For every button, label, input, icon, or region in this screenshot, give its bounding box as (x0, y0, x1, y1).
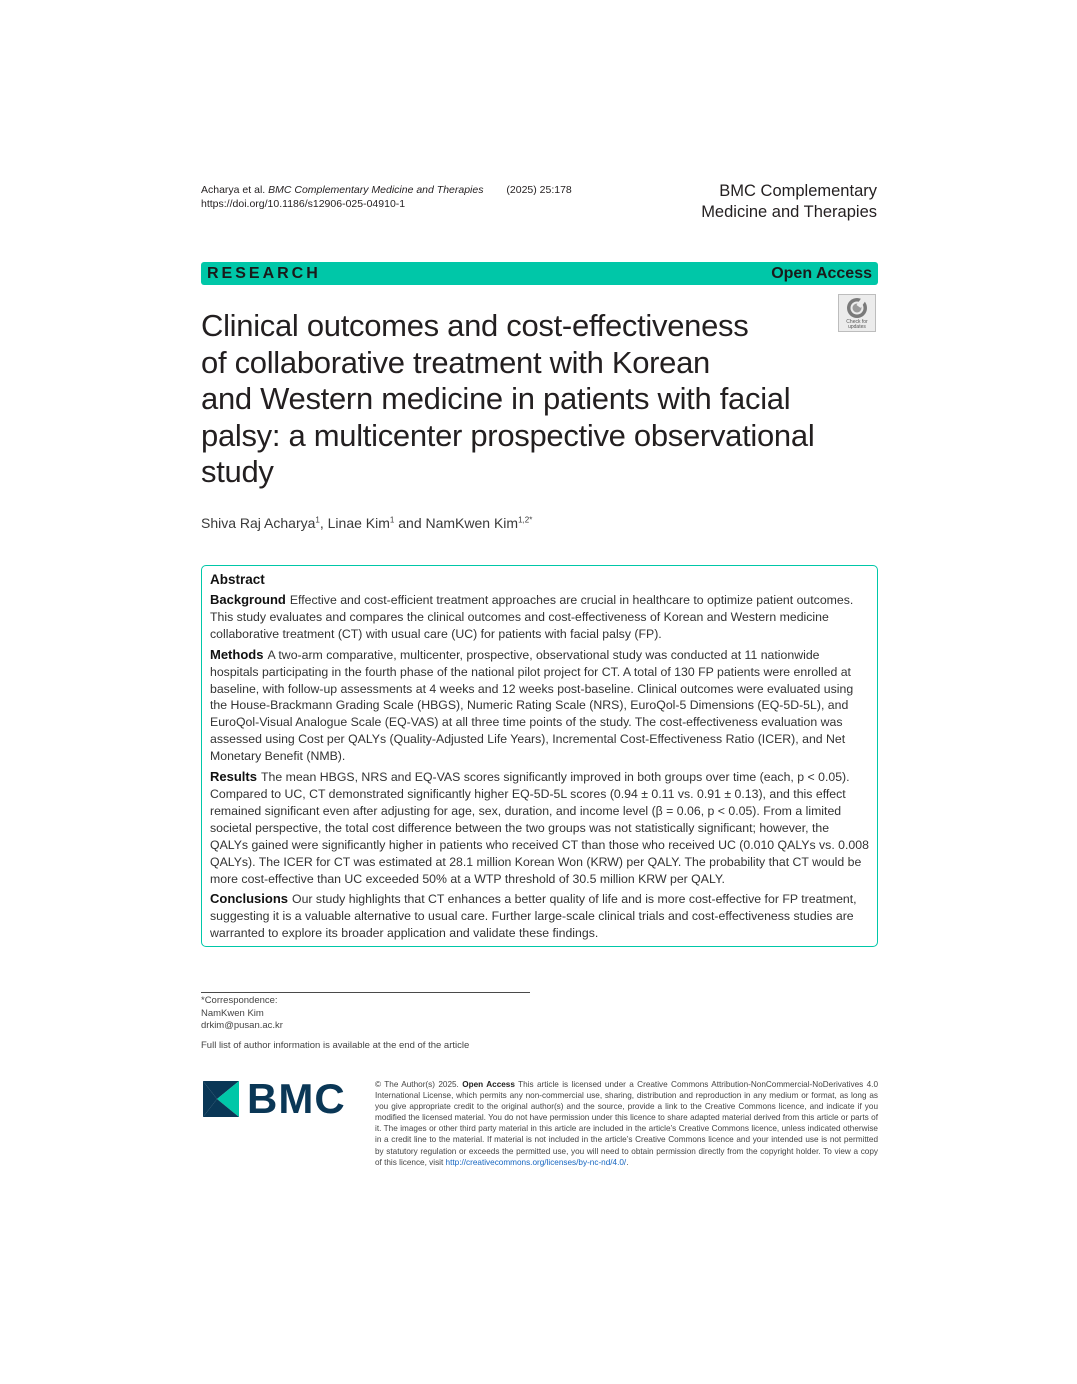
journal-name (701, 181, 877, 223)
doi-link[interactable]: https://doi.org/10.1186/s12906-025-04910-1 (201, 198, 406, 210)
check-for-updates-button[interactable] (838, 294, 876, 332)
citation-line (201, 183, 572, 197)
title-line: of collaborative treatment with Korean (201, 344, 710, 380)
author-name[interactable]: NamKwen Kim (425, 515, 519, 531)
author-name[interactable]: Linae Kim (327, 515, 390, 531)
author-affiliation: 1 (315, 515, 320, 525)
abstract-box (201, 565, 878, 947)
abstract-section-background (210, 592, 869, 643)
author-affiliation: 1 (389, 515, 395, 525)
title-line: and Western medicine in patients with facial (201, 381, 791, 416)
journal-name-line1: BMC Complementary (719, 182, 877, 200)
abstract-heading: Abstract (210, 572, 265, 587)
author-separator: , (319, 515, 328, 531)
section-label: Methods (210, 646, 264, 662)
bmc-logo-mark-icon (203, 1081, 239, 1117)
license-statement (375, 1079, 878, 1168)
abstract-section-methods (210, 647, 869, 765)
abstract-section-conclusions (210, 891, 869, 942)
section-label: Conclusions (210, 891, 289, 907)
running-header (201, 183, 572, 211)
header-author: Acharya et al. (201, 184, 266, 196)
author-name[interactable]: Shiva Raj Acharya (201, 515, 316, 531)
bmc-logo-word: BMC (247, 1075, 346, 1122)
correspondence-label: *Correspondence: (201, 995, 278, 1006)
header-journal: BMC Complementary Medicine and Therapies (268, 184, 484, 196)
abstract-section-results (210, 769, 869, 887)
license-end: . (626, 1157, 629, 1167)
journal-name-line2: Medicine and Therapies (701, 203, 877, 221)
correspondence-block (201, 995, 283, 1033)
author-info-note: Full list of author information is available at the end of the article (201, 1040, 470, 1051)
license-text: This article is licensed under a Creative Commons Attribution-NonCommercial-NoDerivatives 4.0 International License, which permits any non-commercial use, sharing, distribution and reproduction in any medium or format, as long as you give appropriate credit to the original author(s) and the source, provide a link to the Creative Commons licence, and indicate if you modified the licensed material. You do not have permission under this licence to share adapted material derived from this article or parts of it. The images or other third party material in this article are included in the article’s Creative Commons licence, unless indicated otherwise in a credit line to the material. If material is not included in the article’s Creative Commons licence and your intended use is not permitted by statutory regulation or exceeds the permitted use, you will need to obtain permission directly from the copyright holder. To view a copy of this licence, visit (375, 1080, 879, 1167)
correspondence-email[interactable]: drkim@pusan.ac.kr (201, 1020, 283, 1031)
check-updates-label (846, 320, 867, 330)
title-line: study (201, 454, 274, 489)
section-text: Effective and cost-efficient treatment approaches are crucial in healthcare to optimize patient outcomes. This study evaluates and compares the clinical outcomes and cost-effectiveness of Korean and Western medicine collaborative treatment (CT) with usual care (UC) for patients with facial palsy (FP). (210, 593, 854, 641)
article-type-band (201, 262, 878, 285)
title-line: palsy: a multicenter prospective observational (201, 417, 815, 453)
author-list (201, 515, 532, 531)
section-text: A two-arm comparative, multicenter, prospective, observational study was conducted at 11 nationwide hospitals participating in the fourth phase of the national pilot project for CT. A total of 130 FP patients were enrolled at baseline, with follow-up assessments at 4 weeks and 12 weeks post-baseline. Clinical outcomes were evaluated using the House-Brackmann Grading Scale (HBGS), Numeric Rating Scale (NRS), EuroQol-5 Dimensions (EQ-5D-5L), and EuroQol-Visual Analogue Scale (EQ-VAS) at all three time points of the study. The cost-effectiveness evaluation was assessed using Cost per QALYs (Quality-Adjusted Life Years), Incremental Cost-Effectiveness Ratio (ICER), and Net Monetary Benefit (NMB). (210, 647, 854, 764)
check-updates-line1: Check for (846, 319, 868, 325)
section-text: The mean HBGS, NRS and EQ-VAS scores significantly improved in both groups over time (each, p < 0.05). Compared to UC, CT demonstrated significantly higher EQ-5D-5L scores (0.94 ± 0.11 vs. 0.91 ± 0.13), and this effect remained significant even after adjusting for age, sex, duration, and income level (β = 0.06, p < 0.05). From a limited societal perspective, the total cost difference between the two groups was not statistically significant; however, the QALYs gained were significantly higher in patients who received CT than those who received UC (0.010 QALYs vs. 0.008 QALYs). The ICER for CT was estimated at 28.1 million Korean Won (KRW) per QALY. The probability that CT would be more cost-effective than UC exceeded 50% at a WTP threshold of 30.5 million KRW per QALY. (210, 770, 869, 886)
research-label: RESEARCH (207, 264, 321, 282)
license-link[interactable]: http://creativecommons.org/licenses/by-nc-nd/4.0/ (445, 1157, 627, 1167)
header-year-volume: (2025) 25:178 (506, 184, 572, 196)
footnote-divider (201, 992, 530, 993)
section-label: Background (210, 592, 286, 607)
author-separator: and (394, 515, 426, 531)
author-affiliation: 1,2* (518, 515, 533, 525)
bmc-logo[interactable] (203, 1075, 346, 1122)
license-open-access: Open Access (462, 1080, 515, 1089)
section-label: Results (210, 769, 257, 785)
open-access-label: Open Access (771, 264, 872, 282)
section-text: Our study highlights that CT enhances a better quality of life and is more cost-effective for FP treatment, suggesting it is a valuable alternative to usual care. Further large-scale clinical trials and cost-effectiveness studies are warranted to explore its broader application and validate these findings. (210, 892, 857, 941)
correspondence-name: NamKwen Kim (201, 1007, 264, 1019)
license-prefix: © The Author(s) 2025. (375, 1080, 459, 1089)
title-line: Clinical outcomes and cost-effectiveness (201, 308, 749, 343)
check-updates-line2: updates (848, 324, 866, 330)
article-title (201, 308, 841, 491)
check-updates-icon (846, 297, 868, 319)
